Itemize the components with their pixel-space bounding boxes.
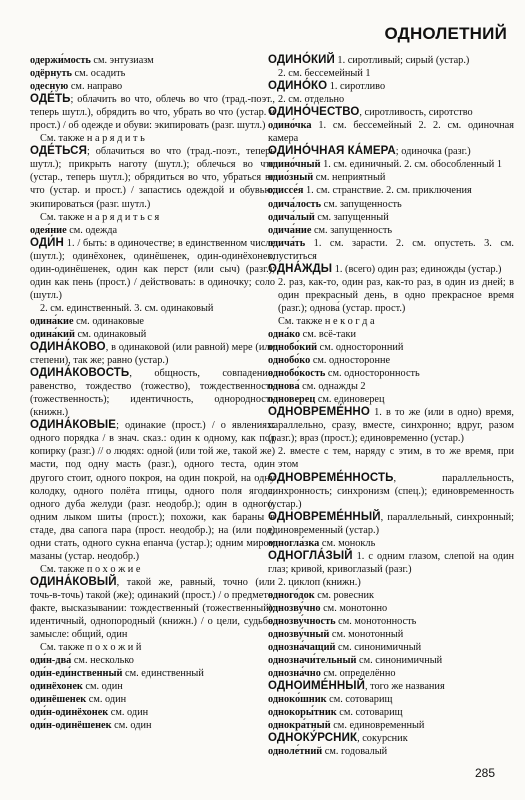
dictionary-entry bbox=[268, 67, 514, 80]
entry-headword: одича́ть bbox=[268, 237, 306, 249]
dictionary-entry bbox=[268, 367, 514, 380]
entry-definition: , сиротливость, сиротство bbox=[359, 107, 473, 119]
dictionary-entry bbox=[30, 54, 275, 67]
entry-definition: 1. / быть: в одиночестве; в единственном числе (шутл.); одинёхонек, одинёшенек, один-одинёхонек, один-одинёшенек, один как перст (или сыч) (разг.); один как пень (прост.) / действовать: в одиночку; соло (шутл.) bbox=[30, 237, 275, 301]
dictionary-entry bbox=[268, 276, 514, 315]
entry-headword: ОДИНА́КОВЫЕ bbox=[30, 419, 117, 432]
dictionary-entry bbox=[30, 680, 275, 693]
dictionary-entry bbox=[268, 106, 514, 119]
dictionary-entry bbox=[30, 719, 275, 732]
dictionary-entry bbox=[268, 667, 514, 680]
dictionary-entry bbox=[268, 589, 514, 602]
dictionary-entry bbox=[268, 184, 514, 197]
entry-definition: см. неприятный bbox=[313, 172, 386, 184]
entry-definition: см. монокль bbox=[319, 537, 376, 549]
dictionary-entry bbox=[30, 315, 275, 328]
dictionary-entry bbox=[268, 745, 514, 758]
entry-headword: одногла́зка bbox=[268, 537, 320, 549]
dictionary-entry bbox=[268, 406, 514, 445]
dictionary-entry bbox=[268, 328, 514, 341]
entry-definition: ; одиночка (разг.) bbox=[395, 146, 471, 158]
dictionary-entry bbox=[268, 472, 514, 511]
entry-headword: одио́зный bbox=[268, 172, 314, 184]
entry-headword: ОДЕ́ТЬСЯ bbox=[30, 145, 87, 158]
dictionary-entry bbox=[30, 667, 275, 680]
entry-definition: 1. см. бессемейный 2. 2. см. одиночная камера bbox=[268, 120, 514, 145]
entry-definition: см. несколько bbox=[71, 655, 134, 667]
entry-headword: одича́лый bbox=[268, 211, 315, 223]
page-number: 285 bbox=[474, 766, 495, 780]
entry-definition: 1. сиротливый; сирый (устар.) bbox=[334, 55, 470, 66]
dictionary-entry bbox=[268, 706, 514, 719]
entry-definition: 1. в то же (или в одно) время, параллельно, сразу, вместе, синхронно; вдруг, разом (разг.); враз (прост.); единовременно (устар.) bbox=[268, 407, 514, 445]
entry-definition: см. один bbox=[86, 694, 127, 706]
dictionary-entry bbox=[268, 80, 514, 93]
dictionary-entry bbox=[30, 237, 275, 302]
dictionary-entry bbox=[30, 341, 275, 367]
dictionary-entry bbox=[268, 550, 514, 576]
left-column bbox=[30, 54, 275, 732]
entry-headword: ОДИНО́ЧНАЯ КА́МЕРА bbox=[268, 145, 396, 158]
dictionary-entry bbox=[268, 602, 514, 615]
entry-headword: однокра́тный bbox=[268, 720, 331, 732]
dictionary-entry bbox=[268, 171, 514, 184]
entry-headword: одино́чный bbox=[268, 159, 321, 171]
entry-definition: 2. см. бессемейный 1 bbox=[278, 68, 371, 80]
entry-headword: ОДЕ́ТЬ bbox=[30, 93, 71, 106]
entry-definition: , общность, совпадение, равенство, тождество (тожество), тождественность (тожественность); идентичность, однородность (книжн.) bbox=[30, 368, 275, 419]
dictionary-entry bbox=[30, 563, 275, 576]
entry-definition: 1. сиротливо bbox=[327, 81, 386, 93]
dictionary-entry bbox=[268, 237, 514, 263]
dictionary-entry bbox=[268, 732, 514, 745]
dictionary-entry bbox=[30, 67, 275, 80]
entry-definition: см. одежда bbox=[66, 224, 118, 236]
dictionary-entry bbox=[268, 54, 514, 67]
entry-definition: см. монотонность bbox=[335, 616, 417, 628]
dictionary-entry bbox=[268, 680, 514, 693]
dictionary-entry bbox=[268, 615, 514, 628]
entry-headword: однозву́чно bbox=[268, 602, 321, 614]
entry-definition: см. запущенность bbox=[311, 224, 393, 236]
entry-definition: см. монотонно bbox=[320, 602, 388, 614]
dictionary-entry bbox=[268, 654, 514, 667]
entry-headword: однозна́чно bbox=[268, 668, 321, 680]
entry-definition: см. один bbox=[82, 681, 123, 693]
entry-definition: см. осадить bbox=[71, 68, 126, 80]
entry-headword: одича́ние bbox=[268, 224, 312, 236]
entry-headword: ОДИНА́КОВОСТЬ bbox=[30, 367, 130, 380]
entry-definition: 1. см. единичный. 2. см. обособленный 1 bbox=[320, 159, 503, 171]
entry-headword: одноверец bbox=[268, 394, 316, 406]
entry-definition: 2. циклоп (книжн.) bbox=[278, 576, 361, 588]
dictionary-entry bbox=[30, 576, 275, 641]
dictionary-entry bbox=[30, 93, 275, 132]
entry-headword: однобо́ко bbox=[268, 355, 311, 367]
entry-definition: 2. раз, как-то, один раз, как-то раз, в один из дней; в один прекрасный день, в одно прекрасное время (разг.); однова́ (устар. прост.) bbox=[278, 276, 514, 314]
entry-definition: , параллельный, синхронный; единовременный (устар.) bbox=[268, 511, 514, 536]
entry-headword: ОДНОВРЕМЕ́ННОСТЬ bbox=[268, 471, 394, 484]
entry-definition: 2. см. отдельно bbox=[278, 94, 345, 106]
dictionary-entry bbox=[268, 641, 514, 654]
entry-headword: одино́чка bbox=[268, 120, 312, 132]
entry-headword: одина́кие bbox=[30, 315, 74, 327]
entry-definition: см. единоверец bbox=[315, 394, 385, 406]
dictionary-entry bbox=[30, 654, 275, 667]
entry-headword: однобо́кость bbox=[268, 368, 326, 380]
dictionary-entry bbox=[268, 119, 514, 145]
entry-headword: ОДИНА́КОВЫЙ bbox=[30, 575, 117, 588]
entry-definition: , того же названия bbox=[365, 681, 445, 693]
entry-definition: см. сотоварищ bbox=[336, 707, 403, 719]
entry-definition: см. синонимичный bbox=[335, 642, 422, 654]
entry-definition: см. запущенный bbox=[314, 211, 389, 223]
entry-headword: однозна́чащий bbox=[268, 642, 336, 654]
entry-definition: см. единственный bbox=[122, 668, 204, 680]
entry-headword: одича́лость bbox=[268, 198, 322, 210]
entry-headword: оди́н-одинёхонек bbox=[30, 707, 109, 719]
entry-definition: ; одинакие (прост.) / о явлениях: одного порядка / в знач. сказ.: один к одному, как под копирку (разг.) // о людях: одной (или той же, такой же) масти, под одну масть (разг.), одного теста, один другого стоит, одного покроя, на один покрой, на одну колодку, одного полёта птицы, одного поля ягода, одного дуба желуди (разг. неодобр.); один в одного, одним лыком шиты (прост.); похожи, как бараны в стаде, два сапога пара (прост. неодобр.); на (или под) одни стать, одного сукна епанча (устар.); одним миром мазаны (устар. неодобр.) bbox=[30, 420, 275, 562]
entry-headword: ОДНОГЛА́ЗЫЙ bbox=[268, 549, 353, 562]
entry-definition: ; облачить во что, облечь во что (трад.-поэт., теперь шутл.), обрядить во что, убрать во что (устар. и прост.) / об одежде и обуви: экипировать (разг. шутл.) bbox=[30, 94, 275, 132]
entry-definition: см. синонимичный bbox=[356, 655, 443, 667]
dictionary-entry bbox=[268, 198, 514, 211]
entry-definition: см. односторонний bbox=[317, 342, 404, 354]
entry-headword: одина́кий bbox=[30, 328, 75, 340]
dictionary-entry bbox=[268, 145, 514, 158]
dictionary-entry bbox=[30, 693, 275, 706]
dictionary-entry bbox=[30, 211, 275, 224]
dictionary-entry bbox=[268, 537, 514, 550]
dictionary-entry bbox=[268, 693, 514, 706]
entry-definition: см. одинаковые bbox=[73, 315, 144, 327]
dictionary-entry bbox=[268, 211, 514, 224]
entry-headword: ОДИНА́КОВО bbox=[30, 341, 106, 354]
dictionary-entry bbox=[268, 315, 514, 328]
entry-definition: См. также н а р я д и т ь bbox=[40, 133, 145, 145]
entry-headword: оди́н-одинёшенек bbox=[30, 720, 112, 732]
dictionary-entry bbox=[268, 445, 514, 471]
entry-definition: См. также п о х о ж и е bbox=[40, 563, 141, 575]
entry-definition: см. энтузиазм bbox=[90, 55, 154, 66]
entry-definition: см. всё-таки bbox=[300, 328, 356, 340]
entry-headword: ОДИНО́КИЙ bbox=[268, 54, 335, 66]
entry-headword: одинёхонек bbox=[30, 681, 83, 693]
dictionary-entry bbox=[268, 393, 514, 406]
entry-headword: однокоры́тник bbox=[268, 707, 337, 719]
dictionary-entry bbox=[30, 367, 275, 419]
entry-definition: 2. см. единственный. 3. см. одинаковый bbox=[40, 302, 214, 314]
entry-headword: ОДИНО́КО bbox=[268, 80, 328, 93]
entry-headword: оди́н-еди́нственный bbox=[30, 668, 123, 680]
entry-headword: ОДНОИМЕ́ННЫЙ bbox=[268, 680, 365, 693]
dictionary-entry bbox=[268, 380, 514, 393]
entry-headword: одноле́тний bbox=[268, 746, 323, 758]
entry-headword: однозву́чность bbox=[268, 616, 336, 628]
entry-definition: 1. (всего) один раз; единожды (устар.) bbox=[332, 263, 502, 275]
entry-headword: однова́ bbox=[268, 381, 300, 393]
entry-definition: ; облачиться во что (трад.-поэт., теперь шутл.); прикрыть наготу (шутл.); облечься во что (устар., теперь шутл.); обрядиться во что, убраться во что (устар. и прост.) / запастись одеждой и обувью: экипироваться (разг. шутл.) bbox=[30, 146, 275, 210]
entry-definition: 1. см. странствие. 2. см. приключения bbox=[303, 185, 472, 197]
entry-definition: см. монотонный bbox=[329, 629, 404, 641]
dictionary-entry bbox=[30, 419, 275, 563]
entry-definition: см. одинаковый bbox=[74, 328, 147, 340]
entry-definition: См. также н е к о г д а bbox=[278, 315, 375, 327]
dictionary-entry bbox=[268, 263, 514, 276]
entry-definition: , параллельность, синхронность; синхронизм (спец.); единовременность (устар.) bbox=[268, 472, 514, 510]
entry-headword: ОДИ́Н bbox=[30, 236, 64, 249]
dictionary-entry bbox=[30, 224, 275, 237]
entry-headword: одея́ние bbox=[30, 224, 67, 236]
entry-headword: ОДИНО́ЧЕСТВО bbox=[268, 106, 360, 119]
entry-definition: , в одинаковой (или равной) мере (или степени), так же; равно (устар.) bbox=[30, 342, 275, 367]
right-column bbox=[268, 54, 514, 759]
entry-headword: ОДНА́ЖДЫ bbox=[268, 262, 333, 275]
dictionary-entry bbox=[268, 628, 514, 641]
entry-definition: см. односторонне bbox=[310, 355, 391, 367]
dictionary-entry bbox=[268, 224, 514, 237]
entry-definition: см. запущенность bbox=[321, 198, 402, 210]
dictionary-entry bbox=[268, 719, 514, 732]
entry-headword: ОДНОВРЕМЕ́ННО bbox=[268, 406, 370, 419]
entry-definition: см. односторонность bbox=[325, 368, 420, 380]
entry-headword: одноко́шник bbox=[268, 694, 327, 706]
dictionary-entry bbox=[268, 341, 514, 354]
entry-definition: см. ровесник bbox=[314, 589, 375, 601]
entry-headword: одиссе́я bbox=[268, 185, 304, 197]
entry-headword: одёрнуть bbox=[30, 68, 72, 80]
entry-definition: см. годовалый bbox=[322, 746, 388, 758]
entry-definition: см. один bbox=[111, 720, 152, 732]
dictionary-entry bbox=[30, 80, 275, 93]
entry-headword: однобо́кий bbox=[268, 342, 318, 354]
entry-definition: См. также н а р я д и т ь с я bbox=[40, 211, 160, 223]
dictionary-entry bbox=[30, 132, 275, 145]
entry-definition: 1. см. зарасти. 2. см. опустеть. 3. см. опуститься bbox=[268, 237, 514, 262]
entry-definition: см. один bbox=[108, 707, 149, 719]
entry-definition: см. сотоварищ bbox=[326, 694, 393, 706]
entry-headword: однозву́чный bbox=[268, 629, 330, 641]
entry-definition: см. единовременный bbox=[330, 720, 425, 732]
entry-headword: одного́док bbox=[268, 589, 315, 601]
dictionary-entry bbox=[268, 158, 514, 171]
entry-headword: оди́н-два́ bbox=[30, 655, 72, 667]
entry-headword: ОДНОКУ́РСНИК bbox=[268, 732, 358, 745]
dictionary-entry bbox=[30, 706, 275, 719]
entry-definition: см. определённо bbox=[320, 668, 396, 680]
dictionary-entry bbox=[30, 328, 275, 341]
entry-definition: , сокурсник bbox=[357, 733, 408, 745]
entry-definition: , такой же, равный, точно (или точь-в-точь) такой (же); одинакий (прост.) / о предмете, факте, высказывании: тождественный (тожественный); идентичный, однопородный (книжн.) / о цели, судьбе, замысле: общий, один bbox=[30, 576, 275, 641]
entry-definition: 2. вместе с тем, наряду с этим, в то же время, при этом bbox=[278, 446, 514, 471]
entry-definition: 1. с одним глазом, слепой на один глаз; кривой, кривоглазый (разг.) bbox=[268, 550, 514, 575]
entry-headword: ОДНОВРЕМЕ́ННЫЙ bbox=[268, 510, 381, 523]
entry-headword: одесную bbox=[30, 81, 69, 93]
entry-definition: см. направо bbox=[68, 81, 123, 93]
dictionary-entry bbox=[268, 93, 514, 106]
entry-headword: однозначи́тельный bbox=[268, 655, 357, 667]
entry-definition: см. однажды 2 bbox=[299, 381, 366, 393]
dictionary-entry bbox=[30, 145, 275, 210]
entry-headword: одна́ко bbox=[268, 328, 301, 340]
dictionary-entry bbox=[30, 302, 275, 315]
dictionary-entry bbox=[268, 511, 514, 537]
running-head: ОДНОЛЕТНИЙ bbox=[384, 24, 507, 43]
dictionary-entry bbox=[268, 576, 514, 589]
entry-headword: одержи́мость bbox=[30, 55, 91, 66]
entry-headword: одинёшенек bbox=[30, 694, 87, 706]
entry-definition: См. также п о х о ж и й bbox=[40, 642, 142, 654]
dictionary-entry bbox=[30, 641, 275, 654]
dictionary-entry bbox=[268, 354, 514, 367]
